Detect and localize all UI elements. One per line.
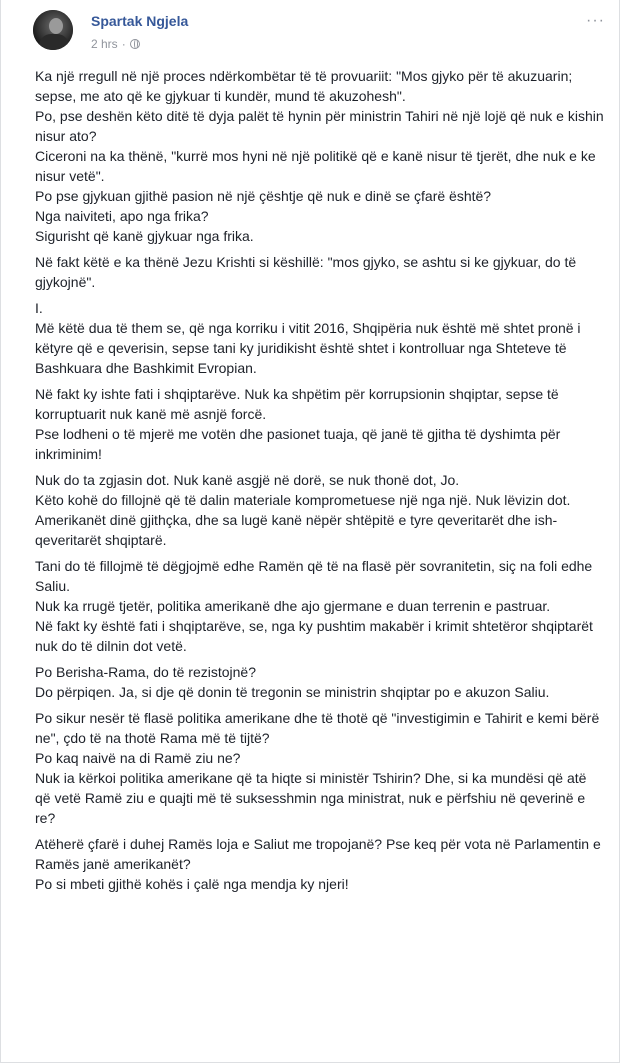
post-paragraph	[35, 470, 605, 550]
post-body	[35, 66, 605, 900]
post-line: Pse lodheni o të mjerë me votën dhe pasionet tuaja, që janë të gjitha të dyshimta për inkriminim!	[35, 426, 561, 462]
more-options-icon[interactable]: ···	[586, 12, 605, 29]
post-line: Ka një rregull në një proces ndërkombëtar të të provuariit: "Mos gjyko për të akuzuarin; sepse, me ato që ke gjykuar ti kundër, mund të akuzohesh".	[35, 68, 573, 104]
meta-separator: ·	[121, 37, 126, 51]
post-paragraph	[35, 708, 605, 828]
post-paragraph	[35, 298, 605, 378]
post-line: Atëherë çfarë i duhej Ramës loja e Saliut me tropojanë? Pse keq për vota në Parlamentin e Ramës janë amerikanët?	[35, 836, 601, 872]
author-name[interactable]: Spartak Ngjela	[91, 13, 189, 29]
post-line: Sigurisht që kanë gjykuar nga frika.	[35, 228, 254, 244]
post-timestamp[interactable]: 2 hrs	[91, 37, 118, 51]
avatar[interactable]	[33, 10, 73, 50]
post-line: I.	[35, 300, 43, 316]
post-line: Ciceroni na ka thënë, "kurrë mos hyni në një politikë që e kanë nisur të tjerët, dhe nuk e ke nisur vetë".	[35, 148, 596, 184]
post-line: Nuk ka rrugë tjetër, politika amerikanë dhe ajo gjermane e duan terrenin e pastruar.	[35, 598, 551, 614]
post-line: Do përpiqen. Ja, si dje që donin të tregonin se ministrin shqiptar po e akuzon Saliu.	[35, 684, 550, 700]
post-paragraph	[35, 834, 605, 894]
post-line: Po Berisha-Rama, do të rezistojnë?	[35, 664, 256, 680]
globe-icon[interactable]	[130, 39, 140, 49]
post-line: Po kaq naivë na di Ramë ziu ne?	[35, 750, 241, 766]
post-line: Nga naiviteti, apo nga frika?	[35, 208, 209, 224]
post-line: Tani do të fillojmë të dëgjojmë edhe Ramën që të na flasë për sovranitetin, siç na foli edhe Saliu.	[35, 558, 593, 594]
post-paragraph	[35, 662, 605, 702]
post-line: Këto kohë do fillojnë që të dalin materiale komprometuese një nga një. Nuk lëvizin dot. Amerikanët dinë gjithçka, dhe sa lugë kanë nëpër shtëpitë e tyre qeveritarët dhe ish-qeveritarët shqiptarë.	[35, 492, 571, 548]
post-line: Nuk do ta zgjasin dot. Nuk kanë asgjë në dorë, se nuk thonë dot, Jo.	[35, 472, 460, 488]
post-line: Në fakt ky ishte fati i shqiptarëve. Nuk ka shpëtim për korrupsionin shqiptar, sepse të korruptuarit nuk kanë më asnjë forcë.	[35, 386, 559, 422]
post-meta	[91, 37, 140, 51]
post-line: Në fakt këtë e ka thënë Jezu Krishti si këshillë: "mos gjyko, se ashtu si ke gjykuar, do të gjykojnë".	[35, 254, 577, 290]
post-paragraph	[35, 384, 605, 464]
post-paragraph	[35, 66, 605, 246]
post-line: Po pse gjykuan gjithë pasion në një çështje që nuk e dinë se çfarë është?	[35, 188, 492, 204]
post-line: Në fakt ky është fati i shqiptarëve, se, nga ky pushtim makabër i krimit shtetëror shqiptarët nuk do të dilnin dot vetë.	[35, 618, 593, 654]
post-paragraph	[35, 556, 605, 656]
post-line: Nuk ia kërkoi politika amerikane që ta hiqte si ministër Tshirin? Dhe, si ka mundësi që atë që vetë Ramë ziu e quajti më të suksesshmin nga ministrat, nuk e përfshiu në qeverinë e re?	[35, 770, 587, 826]
post-paragraph	[35, 252, 605, 292]
post-line: Po sikur nesër të flasë politika amerikane dhe të thotë që "investigimin e Tahirit e kemi bërë ne", çdo të na thotë Rama më të tijtë?	[35, 710, 600, 746]
post-line: Më këtë dua të them se, që nga korriku i vitit 2016, Shqipëria nuk është më shtet pronë i këtyre që e qeverisin, sepse tani ky juridikisht është shtet i kontrolluar nga Shteteve të Bashkuara dhe Bashkimit Evropian.	[35, 320, 581, 376]
post-line: Po si mbeti gjithë kohës i çalë nga mendja ky njeri!	[35, 876, 349, 892]
post-line: Po, pse deshën këto ditë të dyja palët të hynin për ministrin Tahiri në një lojë që nuk e kishin nisur ato?	[35, 108, 604, 144]
